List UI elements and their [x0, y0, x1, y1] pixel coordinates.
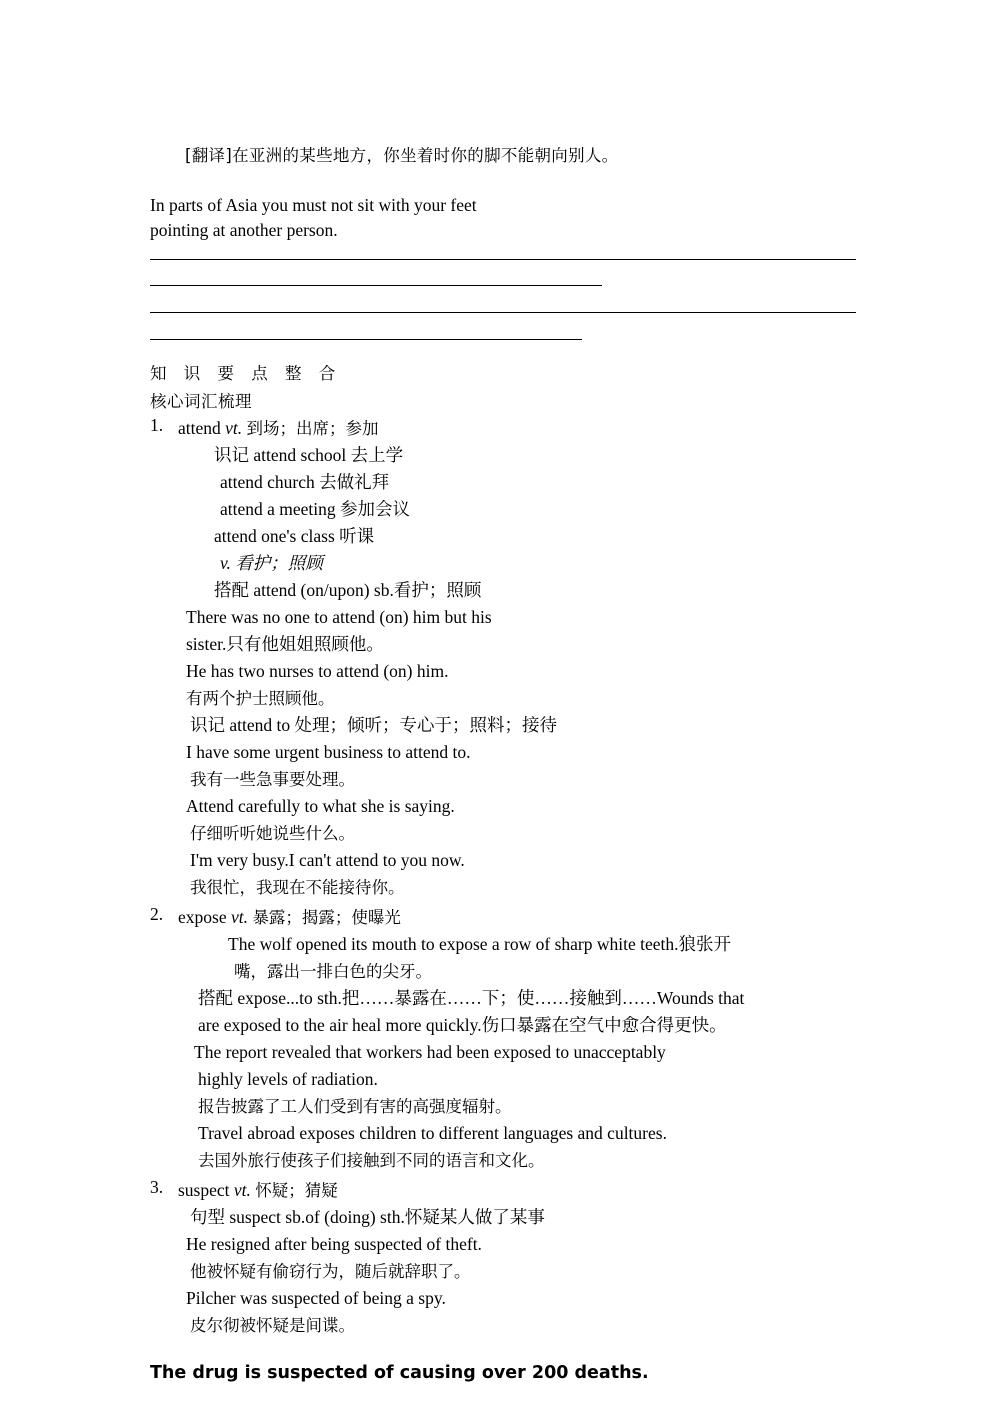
translation-label: [翻译] — [185, 146, 233, 165]
vocab-entry — [150, 904, 856, 1174]
entry-headword: expose — [178, 907, 227, 927]
entry-line: 句型 suspect sb.of (doing) sth.怀疑某人做了某事 — [190, 1207, 545, 1227]
entry-line: 搭配 expose...to sth.把……暴露在……下；使……接触到……Wounds that — [198, 988, 745, 1008]
section-heading: 知 识 要 点 整 合 — [150, 364, 342, 383]
entry-line: 我有一些急事要处理。 — [190, 770, 355, 789]
entry-line: Travel abroad exposes children to different languages and cultures. — [198, 1123, 667, 1143]
entry-line: 他被怀疑有偷窃行为，随后就辞职了。 — [190, 1262, 471, 1281]
entry-line: attend a meeting 参加会议 — [220, 499, 411, 519]
translation-chinese-text: 在亚洲的某些地方，你坐着时你的脚不能朝向别人。 — [232, 146, 619, 165]
entry-headword: suspect — [178, 1180, 230, 1200]
entry-line: Pilcher was suspected of being a spy. — [186, 1288, 446, 1308]
translation-english-line-1: In parts of Asia you must not sit with your feet — [150, 195, 477, 215]
entry-line: The report revealed that workers had been exposed to unacceptably — [194, 1042, 666, 1062]
vocab-entry — [150, 415, 856, 901]
entry-line: 识记 attend to 处理；倾听；专心于；照料；接待 — [190, 715, 557, 735]
vocab-entry — [150, 1177, 856, 1339]
entry-number: 1. — [150, 415, 164, 435]
section-subheading: 核心词汇梳理 — [150, 392, 252, 411]
entry-number: 2. — [150, 904, 164, 924]
entry-line: attend one's class 听课 — [214, 526, 375, 546]
entry-line: 仔细听听她说些什么。 — [190, 824, 355, 843]
entry-line: 我很忙，我现在不能接待你。 — [190, 878, 405, 897]
entry-part-of-speech: vt. — [233, 1180, 251, 1200]
entry-line: He has two nurses to attend (on) him. — [186, 661, 449, 681]
entry-line: 皮尔彻被怀疑是间谍。 — [190, 1316, 355, 1335]
blank-rule-3 — [150, 312, 856, 313]
entry-gloss: 暴露；揭露；使曝光 — [252, 908, 401, 927]
entry-line: highly levels of radiation. — [198, 1069, 378, 1089]
translation-block — [150, 118, 856, 243]
blank-rule-2 — [150, 285, 602, 286]
entry-line: 有两个护士照顾他。 — [186, 689, 335, 708]
entry-line: attend church 去做礼拜 — [220, 472, 390, 492]
entry-body — [178, 904, 856, 1174]
final-bold-sentence: The drug is suspected of causing over 200 deaths. — [150, 1363, 649, 1383]
entry-line: 报告披露了工人们受到有害的高强度辐射。 — [198, 1097, 512, 1116]
entry-body — [178, 415, 856, 901]
entry-line: 识记 attend school 去上学 — [214, 445, 404, 465]
entry-line: 嘴，露出一排白色的尖牙。 — [234, 962, 432, 981]
entry-body — [178, 1177, 856, 1339]
translation-english-line-2: pointing at another person. — [150, 220, 338, 240]
document-body — [150, 118, 856, 1383]
entry-line: I have some urgent business to attend to. — [186, 742, 471, 762]
entry-line: The wolf opened its mouth to expose a row of sharp white teeth.狼张开 — [228, 934, 732, 954]
entry-line: v. 看护；照顾 — [220, 553, 323, 573]
blank-answer-rules — [150, 259, 856, 340]
entry-line: sister.只有他姐姐照顾他。 — [186, 634, 384, 654]
entry-line: Attend carefully to what she is saying. — [186, 796, 455, 816]
entry-line: 去国外旅行使孩子们接触到不同的语言和文化。 — [198, 1151, 545, 1170]
entry-gloss: 到场；出席；参加 — [246, 419, 379, 438]
entry-part-of-speech: vt. — [230, 907, 248, 927]
entry-line: I'm very busy.I can't attend to you now. — [190, 850, 465, 870]
entry-headword-line — [178, 1177, 856, 1204]
entry-line: 搭配 attend (on/upon) sb.看护；照顾 — [214, 580, 482, 600]
entry-headword-line — [178, 904, 856, 931]
entry-headword: attend — [178, 418, 221, 438]
entry-number: 3. — [150, 1177, 164, 1197]
entry-line: There was no one to attend (on) him but his — [186, 607, 492, 627]
entry-gloss: 怀疑；猜疑 — [255, 1181, 338, 1200]
blank-rule-1 — [150, 259, 856, 260]
entry-part-of-speech: vt. — [225, 418, 243, 438]
entry-line: are exposed to the air heal more quickly.伤口暴露在空气中愈合得更快。 — [198, 1015, 727, 1035]
blank-rule-4 — [150, 339, 582, 340]
translation-chinese-line — [150, 118, 856, 193]
entry-line: He resigned after being suspected of theft. — [186, 1234, 482, 1254]
entry-headword-line — [178, 415, 856, 442]
